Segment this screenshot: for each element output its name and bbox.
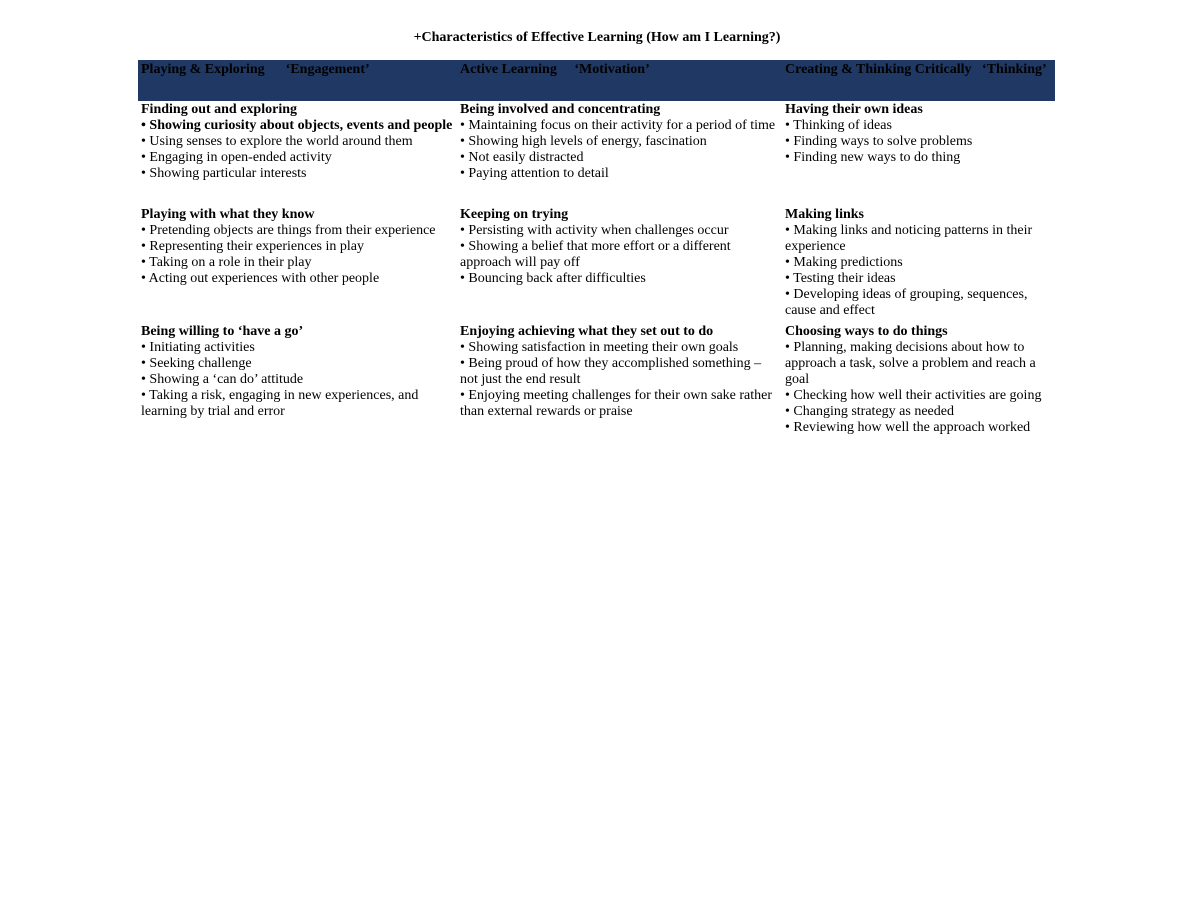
section-list — [785, 340, 1053, 436]
list-item: • Showing particular interests — [141, 166, 307, 181]
list-item: • Showing curiosity about objects, events and people — [141, 118, 453, 133]
list-item: • Persisting with activity when challenges occur — [460, 223, 729, 238]
list-item: • Showing a ‘can do’ attitude — [141, 372, 304, 387]
list-item: • Using senses to explore the world around them — [141, 134, 413, 149]
section-willing-to-have-a-go — [141, 324, 457, 420]
section-making-links — [785, 207, 1053, 319]
list-item: • Showing a belief that more effort or a different approach will pay off — [460, 239, 731, 270]
section-list — [460, 340, 782, 420]
list-item: • Taking on a role in their play — [141, 255, 312, 270]
section-heading: Enjoying achieving what they set out to do — [460, 324, 714, 339]
list-item: • Enjoying meeting challenges for their own sake rather than external rewards or praise — [460, 388, 773, 419]
list-item: • Developing ideas of grouping, sequences, cause and effect — [785, 287, 1028, 318]
list-item: • Checking how well their activities are going — [785, 388, 1042, 403]
list-item: • Taking a risk, engaging in new experiences, and learning by trial and error — [141, 388, 419, 419]
section-keeping-on-trying — [460, 207, 782, 287]
section-heading: Choosing ways to do things — [785, 324, 948, 339]
section-enjoying-achieving — [460, 324, 782, 420]
list-item: • Maintaining focus on their activity for a period of time — [460, 118, 776, 133]
section-heading: Having their own ideas — [785, 102, 923, 117]
section-list — [785, 118, 1053, 166]
section-list — [460, 223, 782, 287]
list-item: • Paying attention to detail — [460, 166, 609, 181]
section-heading: Being involved and concentrating — [460, 102, 661, 117]
header-playing-exploring: Playing & Exploring ‘Engagement’ — [141, 62, 370, 77]
list-item: • Finding ways to solve problems — [785, 134, 973, 149]
section-finding-out-exploring — [141, 102, 457, 182]
section-heading: Keeping on trying — [460, 207, 569, 222]
list-item: • Planning, making decisions about how to approach a task, solve a problem and reach a goal — [785, 340, 1036, 387]
list-item: • Showing high levels of energy, fascination — [460, 134, 707, 149]
section-list — [785, 223, 1053, 319]
list-item: • Making links and noticing patterns in their experience — [785, 223, 1033, 254]
header-creating-thinking: Creating & Thinking Critically ‘Thinking’ — [785, 62, 1047, 77]
list-item: • Changing strategy as needed — [785, 404, 954, 419]
list-item: • Testing their ideas — [785, 271, 896, 286]
section-list — [141, 340, 457, 420]
section-choosing-ways — [785, 324, 1053, 436]
document-title: +Characteristics of Effective Learning (How am I Learning?) — [413, 30, 781, 45]
section-heading: Finding out and exploring — [141, 102, 297, 117]
list-item: • Thinking of ideas — [785, 118, 892, 133]
section-list — [460, 118, 782, 182]
list-item: • Being proud of how they accomplished something – not just the end result — [460, 356, 762, 387]
section-list — [141, 223, 457, 287]
section-involved-concentrating — [460, 102, 782, 182]
list-item: • Representing their experiences in play — [141, 239, 364, 254]
list-item: • Showing satisfaction in meeting their own goals — [460, 340, 739, 355]
section-heading: Being willing to ‘have a go’ — [141, 324, 304, 339]
list-item: • Reviewing how well the approach worked — [785, 420, 1031, 435]
section-heading: Playing with what they know — [141, 207, 315, 222]
section-list — [141, 118, 457, 182]
section-own-ideas — [785, 102, 1053, 166]
list-item: • Bouncing back after difficulties — [460, 271, 646, 286]
section-heading: Making links — [785, 207, 864, 222]
list-item: • Not easily distracted — [460, 150, 584, 165]
list-item: • Acting out experiences with other people — [141, 271, 380, 286]
list-item: • Initiating activities — [141, 340, 255, 355]
list-item: • Engaging in open-ended activity — [141, 150, 332, 165]
list-item: • Pretending objects are things from their experience — [141, 223, 436, 238]
section-playing-with-what-they-know — [141, 207, 457, 287]
list-item: • Seeking challenge — [141, 356, 252, 371]
list-item: • Finding new ways to do thing — [785, 150, 961, 165]
list-item: • Making predictions — [785, 255, 903, 270]
header-active-learning: Active Learning ‘Motivation’ — [460, 62, 650, 77]
